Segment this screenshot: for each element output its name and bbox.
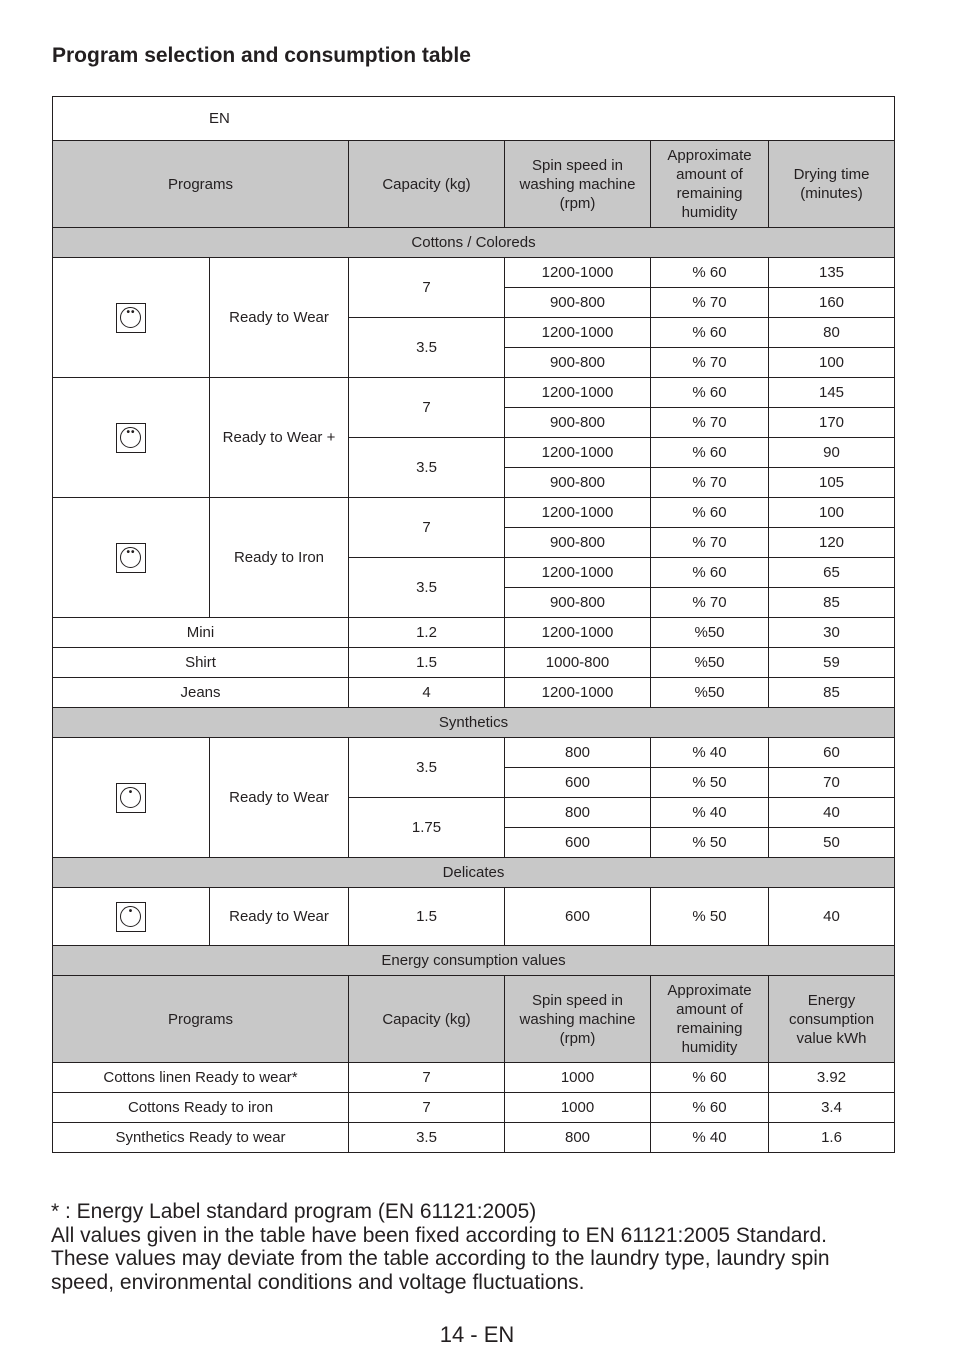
language-label: EN: [53, 97, 895, 141]
table-row: [53, 1123, 895, 1153]
spin-cell: 900-800: [505, 348, 651, 378]
drying-time-cell: 85: [769, 678, 895, 708]
spin-cell: 1000: [505, 1063, 651, 1093]
humidity-cell: % 70: [651, 288, 769, 318]
capacity-cell: 7: [349, 378, 505, 438]
table-row: [53, 618, 895, 648]
capacity-cell: 1.2: [349, 618, 505, 648]
dry-one-dot-icon: •: [116, 902, 146, 932]
drying-time-cell: 30: [769, 618, 895, 648]
spin-cell: 600: [505, 888, 651, 946]
table-row: [53, 1093, 895, 1123]
table-row: [53, 498, 895, 528]
dry-two-dots-icon: ••: [116, 543, 146, 573]
spin-cell: 800: [505, 798, 651, 828]
capacity-cell: 3.5: [349, 438, 505, 498]
drying-time-cell: 50: [769, 828, 895, 858]
section-synthetics: Synthetics: [53, 708, 895, 738]
drying-time-cell: 90: [769, 438, 895, 468]
spin-cell: 900-800: [505, 588, 651, 618]
program-name: Shirt: [53, 648, 349, 678]
energy-header-spin: Spin speed in washing machine (rpm): [505, 976, 651, 1063]
program-icon-cell: [53, 738, 210, 858]
drying-time-cell: 135: [769, 258, 895, 288]
drying-time-cell: 100: [769, 348, 895, 378]
program-name: Ready to Iron: [210, 498, 349, 618]
capacity-cell: 7: [349, 498, 505, 558]
section-delicates: Delicates: [53, 858, 895, 888]
energy-value-cell: 3.92: [769, 1063, 895, 1093]
table-row: [53, 258, 895, 288]
program-name: Ready to Wear: [210, 258, 349, 378]
footnote: [51, 1200, 911, 1294]
humidity-cell: % 60: [651, 1063, 769, 1093]
drying-time-cell: 70: [769, 768, 895, 798]
table-row: [53, 1063, 895, 1093]
drying-time-cell: 145: [769, 378, 895, 408]
table-row: [53, 378, 895, 408]
humidity-cell: % 70: [651, 348, 769, 378]
drying-time-cell: 120: [769, 528, 895, 558]
energy-value-cell: 1.6: [769, 1123, 895, 1153]
footnote-line: All values given in the table have been fixed according to EN 61121:2005 Standard.: [51, 1223, 827, 1247]
humidity-cell: % 70: [651, 408, 769, 438]
energy-value-cell: 3.4: [769, 1093, 895, 1123]
humidity-cell: % 60: [651, 498, 769, 528]
drying-time-cell: 170: [769, 408, 895, 438]
humidity-cell: % 40: [651, 798, 769, 828]
dry-two-dots-icon: ••: [116, 303, 146, 333]
spin-cell: 900-800: [505, 288, 651, 318]
capacity-cell: 1.75: [349, 798, 505, 858]
program-name: Synthetics Ready to wear: [53, 1123, 349, 1153]
capacity-cell: 3.5: [349, 318, 505, 378]
footnote-line: speed, environmental conditions and voltage fluctuations.: [51, 1270, 585, 1294]
footnote-line: These values may deviate from the table according to the laundry type, laundry spin: [51, 1247, 830, 1270]
program-name: Ready to Wear +: [210, 378, 349, 498]
humidity-cell: % 40: [651, 738, 769, 768]
page-number: 14 - EN: [439, 1322, 515, 1347]
humidity-cell: % 60: [651, 318, 769, 348]
drying-time-cell: 160: [769, 288, 895, 318]
humidity-cell: %50: [651, 648, 769, 678]
spin-cell: 900-800: [505, 408, 651, 438]
spin-cell: 600: [505, 768, 651, 798]
spin-cell: 1200-1000: [505, 498, 651, 528]
humidity-cell: %50: [651, 618, 769, 648]
spin-cell: 900-800: [505, 528, 651, 558]
humidity-cell: %50: [651, 678, 769, 708]
spin-cell: 800: [505, 1123, 651, 1153]
drying-time-cell: 65: [769, 558, 895, 588]
program-name: Jeans: [53, 678, 349, 708]
program-name: Cottons Ready to iron: [53, 1093, 349, 1123]
section-cottons: Cottons / Coloreds: [53, 228, 895, 258]
spin-cell: 1000-800: [505, 648, 651, 678]
table-row: [53, 678, 895, 708]
humidity-cell: % 70: [651, 588, 769, 618]
capacity-cell: 3.5: [349, 558, 505, 618]
dry-two-dots-icon: ••: [116, 423, 146, 453]
dry-one-dot-icon: •: [116, 783, 146, 813]
capacity-cell: 3.5: [349, 738, 505, 798]
capacity-cell: 3.5: [349, 1123, 505, 1153]
humidity-cell: % 60: [651, 558, 769, 588]
capacity-cell: 1.5: [349, 648, 505, 678]
humidity-cell: % 50: [651, 888, 769, 946]
program-name: Ready to Wear: [210, 888, 349, 946]
program-name: Cottons linen Ready to wear*: [53, 1063, 349, 1093]
capacity-cell: 4: [349, 678, 505, 708]
program-name: Ready to Wear: [210, 738, 349, 858]
humidity-cell: % 70: [651, 528, 769, 558]
table-row: [53, 738, 895, 768]
program-icon-cell: [53, 888, 210, 946]
header-spin: Spin speed in washing machine (rpm): [505, 141, 651, 228]
spin-cell: 1200-1000: [505, 258, 651, 288]
spin-cell: 800: [505, 738, 651, 768]
program-icon-cell: [53, 258, 210, 378]
section-energy: Energy consumption values: [53, 946, 895, 976]
header-programs: Programs: [53, 141, 349, 228]
header-humidity: Approximate amount of remaining humidity: [651, 141, 769, 228]
humidity-cell: % 40: [651, 1123, 769, 1153]
energy-header-humidity: Approximate amount of remaining humidity: [651, 976, 769, 1063]
energy-header-energy: Energy consumption value kWh: [769, 976, 895, 1063]
humidity-cell: % 70: [651, 468, 769, 498]
drying-time-cell: 85: [769, 588, 895, 618]
drying-time-cell: 59: [769, 648, 895, 678]
capacity-cell: 7: [349, 258, 505, 318]
spin-cell: 1200-1000: [505, 438, 651, 468]
energy-header-capacity: Capacity (kg): [349, 976, 505, 1063]
spin-cell: 1200-1000: [505, 678, 651, 708]
humidity-cell: % 50: [651, 828, 769, 858]
humidity-cell: % 60: [651, 438, 769, 468]
humidity-cell: % 60: [651, 378, 769, 408]
drying-time-cell: 60: [769, 738, 895, 768]
spin-cell: 1000: [505, 1093, 651, 1123]
drying-time-cell: 80: [769, 318, 895, 348]
capacity-cell: 1.5: [349, 888, 505, 946]
energy-header-programs: Programs: [53, 976, 349, 1063]
header-drying-time: Drying time (minutes): [769, 141, 895, 228]
spin-cell: 1200-1000: [505, 378, 651, 408]
drying-time-cell: 40: [769, 798, 895, 828]
table-row: [53, 648, 895, 678]
header-capacity: Capacity (kg): [349, 141, 505, 228]
spin-cell: 1200-1000: [505, 558, 651, 588]
drying-time-cell: 100: [769, 498, 895, 528]
program-icon-cell: [53, 378, 210, 498]
spin-cell: 1200-1000: [505, 618, 651, 648]
capacity-cell: 7: [349, 1093, 505, 1123]
spin-cell: 1200-1000: [505, 318, 651, 348]
drying-time-cell: 40: [769, 888, 895, 946]
capacity-cell: 7: [349, 1063, 505, 1093]
humidity-cell: % 50: [651, 768, 769, 798]
humidity-cell: % 60: [651, 258, 769, 288]
program-name: Mini: [53, 618, 349, 648]
drying-time-cell: 105: [769, 468, 895, 498]
program-icon-cell: [53, 498, 210, 618]
footnote-line: * : Energy Label standard program (EN 61121:2005): [51, 1200, 537, 1223]
spin-cell: 600: [505, 828, 651, 858]
page-title: Program selection and consumption table: [52, 44, 471, 67]
spin-cell: 900-800: [505, 468, 651, 498]
humidity-cell: % 60: [651, 1093, 769, 1123]
program-table: [52, 96, 895, 1153]
